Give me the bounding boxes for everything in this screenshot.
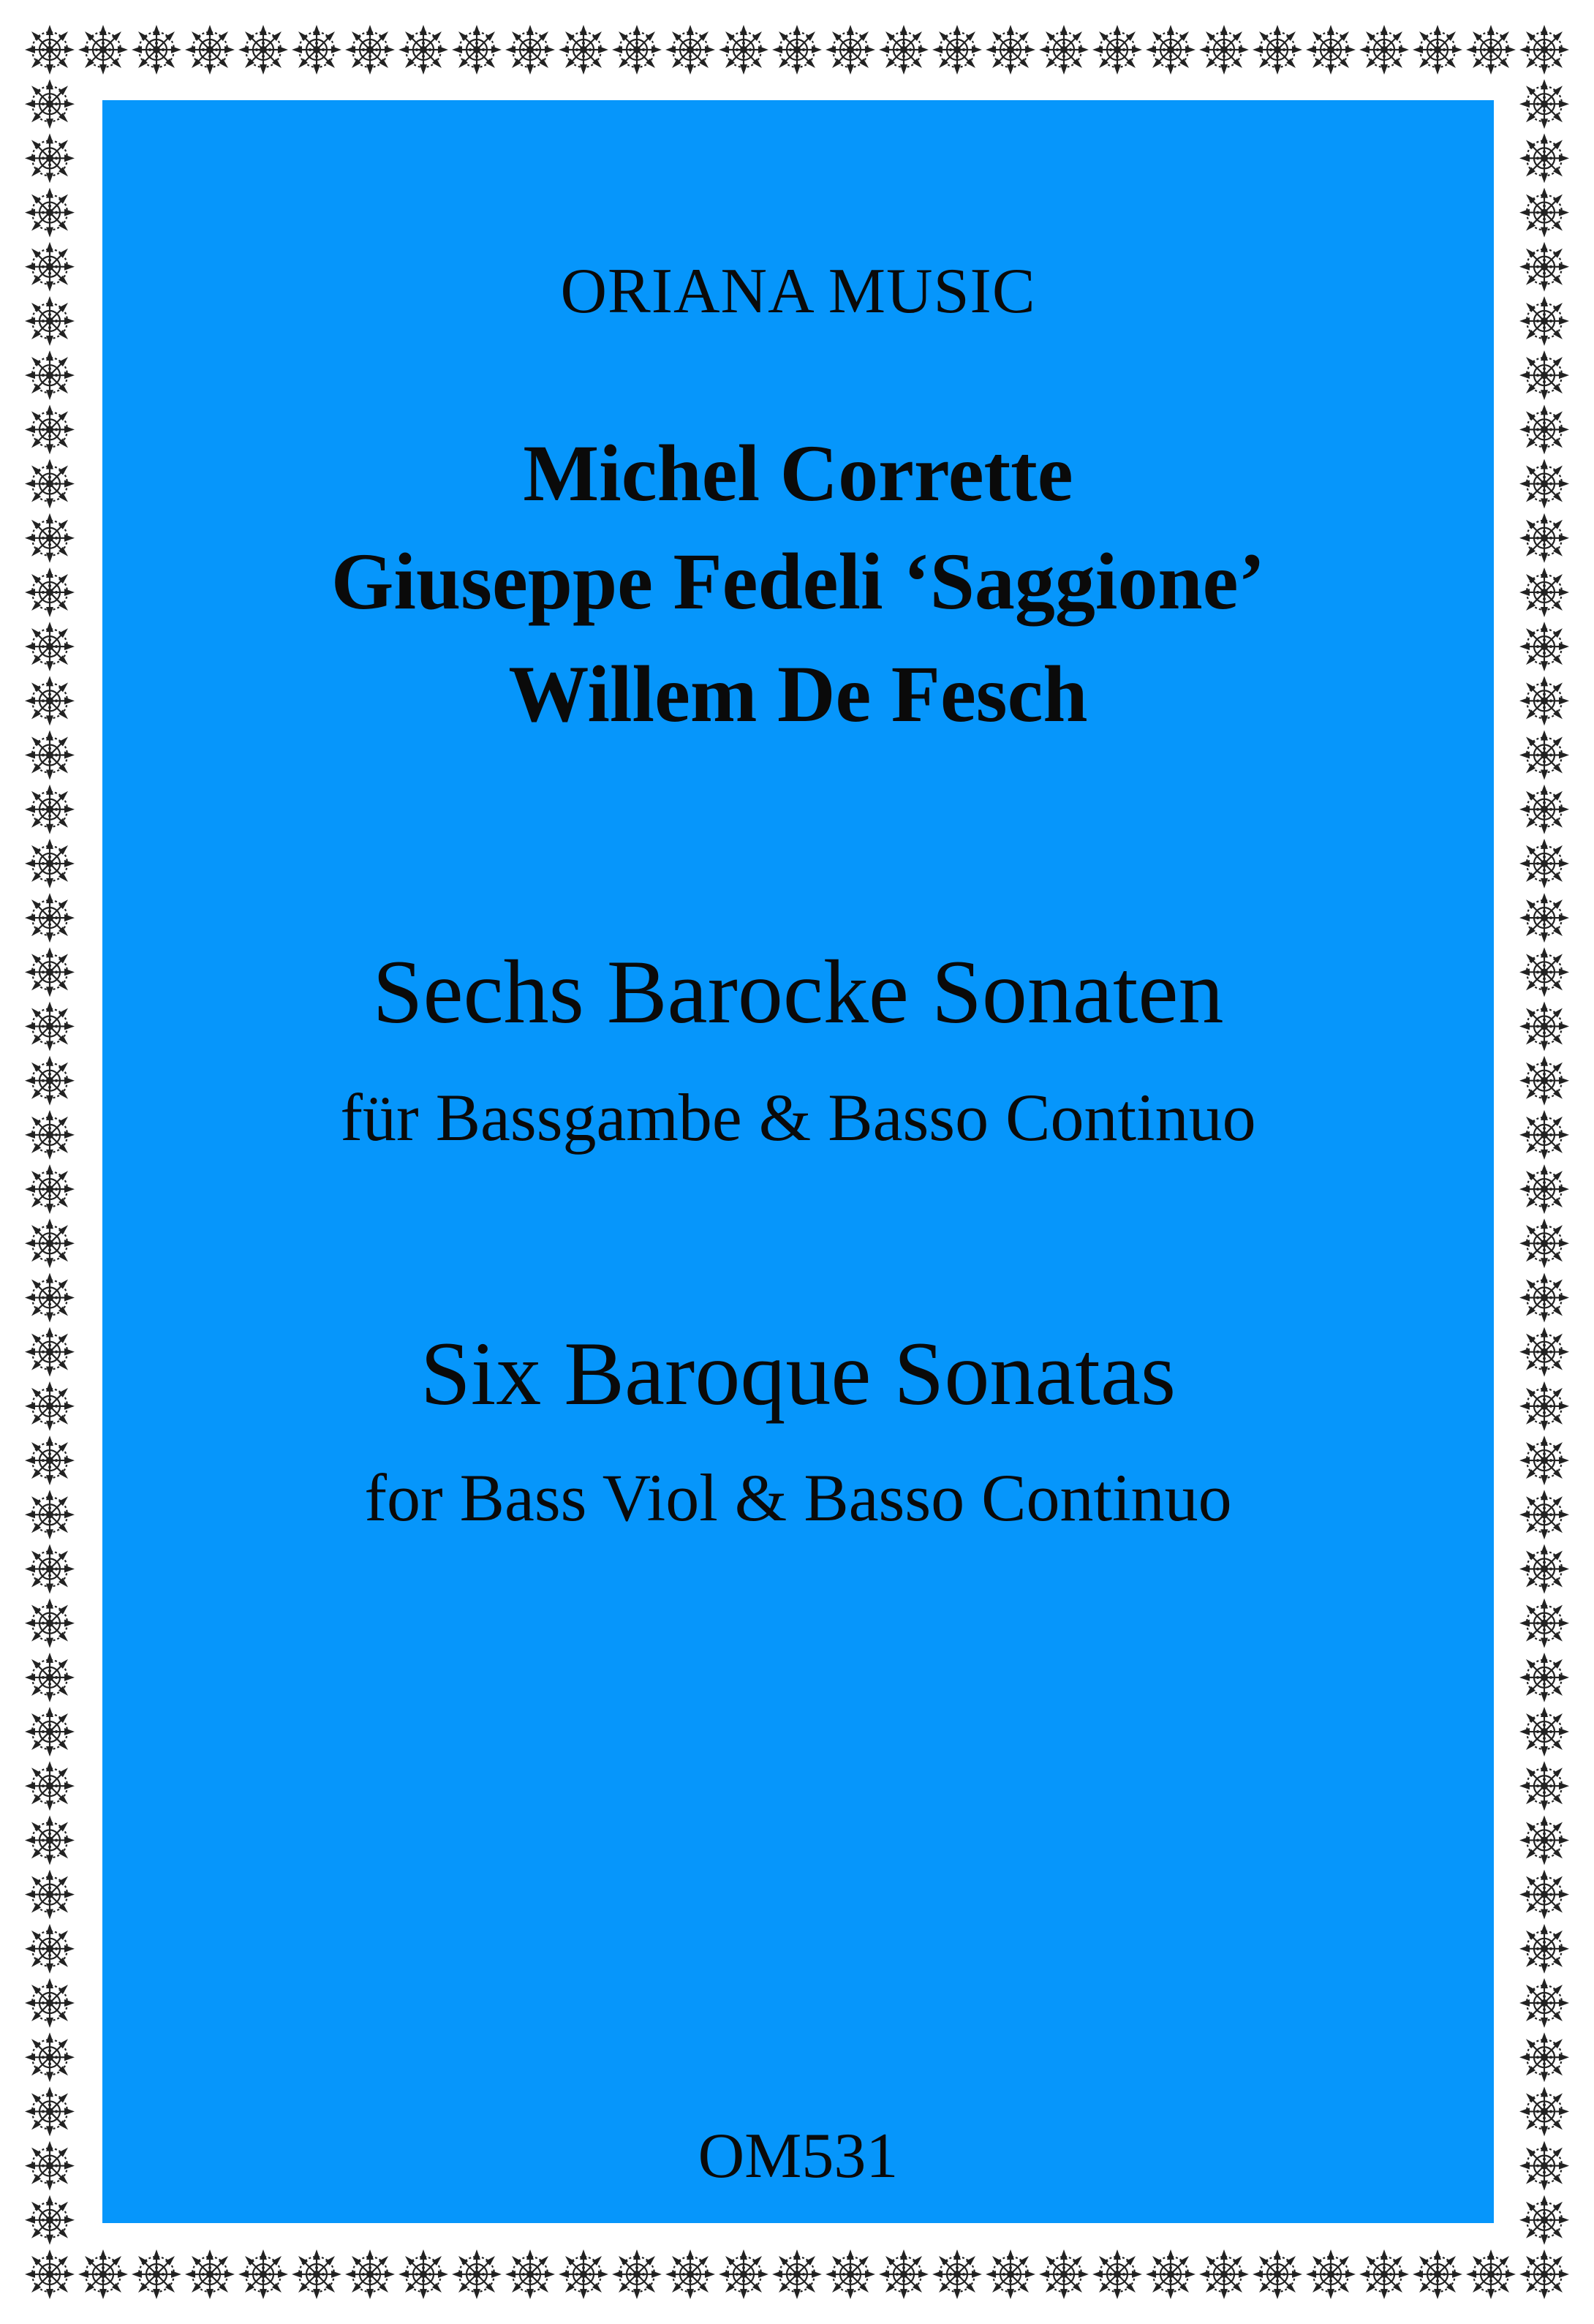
star-ornament-icon xyxy=(25,513,75,563)
star-ornament-icon xyxy=(932,2249,982,2299)
star-ornament-icon xyxy=(25,1924,75,1974)
star-ornament-icon xyxy=(452,25,502,75)
star-ornament-icon xyxy=(826,25,875,75)
star-ornament-icon xyxy=(1519,404,1569,454)
star-ornament-icon xyxy=(1039,25,1089,75)
star-ornament-icon xyxy=(25,1164,75,1214)
star-ornament-icon xyxy=(1253,2249,1302,2299)
star-ornament-icon xyxy=(772,2249,822,2299)
star-ornament-icon xyxy=(1199,25,1249,75)
star-ornament-icon xyxy=(1519,1599,1569,1648)
star-ornament-icon xyxy=(132,2249,181,2299)
star-ornament-icon xyxy=(1466,2249,1516,2299)
star-ornament-icon xyxy=(1519,296,1569,346)
star-ornament-icon xyxy=(1519,1218,1569,1268)
star-ornament-icon xyxy=(25,242,75,292)
star-ornament-icon xyxy=(1519,79,1569,129)
star-ornament-icon xyxy=(25,1707,75,1757)
star-ornament-icon xyxy=(25,2032,75,2082)
star-ornament-icon xyxy=(1519,2249,1569,2299)
star-ornament-icon xyxy=(559,25,608,75)
star-ornament-icon xyxy=(132,25,181,75)
star-ornament-icon xyxy=(505,25,555,75)
star-ornament-icon xyxy=(1519,839,1569,889)
star-ornament-icon xyxy=(1519,2141,1569,2191)
star-ornament-icon xyxy=(1519,2086,1569,2136)
star-ornament-icon xyxy=(1519,1002,1569,1052)
star-ornament-icon xyxy=(25,404,75,454)
star-ornament-icon xyxy=(1519,622,1569,671)
star-ornament-icon xyxy=(1519,947,1569,997)
star-ornament-icon xyxy=(932,25,982,75)
star-ornament-icon xyxy=(25,1056,75,1106)
star-ornament-icon xyxy=(505,2249,555,2299)
star-ornament-icon xyxy=(25,350,75,400)
star-ornament-icon xyxy=(25,1435,75,1485)
star-ornament-icon xyxy=(1519,1870,1569,1920)
star-ornament-icon xyxy=(719,25,768,75)
star-ornament-icon xyxy=(1519,1381,1569,1431)
star-ornament-icon xyxy=(1519,1327,1569,1377)
star-ornament-icon xyxy=(665,2249,715,2299)
star-ornament-icon xyxy=(1519,1110,1569,1160)
star-ornament-icon xyxy=(25,1218,75,1268)
title-english: Six Baroque Sonatas xyxy=(420,1324,1176,1424)
title-german: Sechs Barocke Sonaten xyxy=(372,942,1224,1042)
star-ornament-icon xyxy=(1092,25,1142,75)
star-ornament-icon xyxy=(1146,2249,1196,2299)
star-ornament-icon xyxy=(1519,1490,1569,1539)
star-ornament-icon xyxy=(25,1490,75,1539)
star-ornament-icon xyxy=(25,1381,75,1431)
star-ornament-icon xyxy=(25,1599,75,1648)
star-ornament-icon xyxy=(1519,2195,1569,2245)
star-ornament-icon xyxy=(78,25,128,75)
star-ornament-icon xyxy=(1413,2249,1462,2299)
star-ornament-icon xyxy=(1519,1164,1569,1214)
star-ornament-icon xyxy=(25,947,75,997)
star-ornament-icon xyxy=(1519,350,1569,400)
star-ornament-icon xyxy=(1146,25,1196,75)
star-ornament-icon xyxy=(292,2249,341,2299)
star-ornament-icon xyxy=(772,25,822,75)
star-ornament-icon xyxy=(25,839,75,889)
star-ornament-icon xyxy=(25,567,75,617)
star-ornament-icon xyxy=(238,25,288,75)
star-ornament-icon xyxy=(25,188,75,238)
star-ornament-icon xyxy=(1519,1056,1569,1106)
star-ornament-icon xyxy=(25,25,75,75)
star-ornament-icon xyxy=(1519,25,1569,75)
star-ornament-icon xyxy=(1519,1761,1569,1811)
star-ornament-icon xyxy=(25,2249,75,2299)
star-ornament-icon xyxy=(25,1870,75,1920)
star-ornament-icon xyxy=(25,296,75,346)
star-ornament-icon xyxy=(612,2249,662,2299)
star-ornament-icon xyxy=(25,459,75,509)
star-ornament-icon xyxy=(25,893,75,943)
star-ornament-icon xyxy=(1306,25,1356,75)
star-ornament-icon xyxy=(25,2195,75,2245)
composer-2: Giuseppe Fedeli ‘Saggione’ xyxy=(330,537,1266,626)
star-ornament-icon xyxy=(879,25,929,75)
star-ornament-icon xyxy=(25,1544,75,1593)
star-ornament-icon xyxy=(826,2249,875,2299)
star-ornament-icon xyxy=(1519,1544,1569,1593)
star-ornament-icon xyxy=(25,2141,75,2191)
star-ornament-icon xyxy=(25,1272,75,1322)
star-ornament-icon xyxy=(185,2249,235,2299)
star-ornament-icon xyxy=(1199,2249,1249,2299)
star-ornament-icon xyxy=(345,2249,395,2299)
star-ornament-icon xyxy=(1519,188,1569,238)
star-ornament-icon xyxy=(452,2249,502,2299)
star-ornament-icon xyxy=(879,2249,929,2299)
star-ornament-icon xyxy=(1359,2249,1409,2299)
star-ornament-icon xyxy=(1519,133,1569,183)
star-ornament-icon xyxy=(25,1653,75,1702)
star-ornament-icon xyxy=(1466,25,1516,75)
star-ornament-icon xyxy=(1519,676,1569,725)
star-ornament-icon xyxy=(1519,1272,1569,1322)
star-ornament-icon xyxy=(665,25,715,75)
star-ornament-icon xyxy=(986,2249,1035,2299)
star-ornament-icon xyxy=(719,2249,768,2299)
star-ornament-icon xyxy=(986,25,1035,75)
star-ornament-icon xyxy=(25,1761,75,1811)
star-ornament-icon xyxy=(1519,893,1569,943)
catalog-number: OM531 xyxy=(698,2121,899,2192)
star-ornament-icon xyxy=(1359,25,1409,75)
star-ornament-icon xyxy=(1519,2032,1569,2082)
blue-title-panel xyxy=(102,100,1494,2223)
star-ornament-icon xyxy=(25,676,75,725)
star-ornament-icon xyxy=(1092,2249,1142,2299)
star-ornament-icon xyxy=(185,25,235,75)
star-ornament-icon xyxy=(398,2249,448,2299)
star-ornament-icon xyxy=(25,2086,75,2136)
composer-1: Michel Corrette xyxy=(523,429,1073,518)
star-ornament-icon xyxy=(1519,567,1569,617)
subtitle-english: for Bass Viol & Basso Continuo xyxy=(364,1460,1232,1535)
star-ornament-icon xyxy=(25,133,75,183)
star-ornament-icon xyxy=(1519,459,1569,509)
star-ornament-icon xyxy=(25,785,75,834)
star-ornament-icon xyxy=(25,1002,75,1052)
star-ornament-icon xyxy=(1519,1653,1569,1702)
star-ornament-icon xyxy=(1519,242,1569,292)
star-ornament-icon xyxy=(1519,1435,1569,1485)
subtitle-german: für Bassgambe & Basso Continuo xyxy=(340,1080,1256,1155)
star-ornament-icon xyxy=(1519,731,1569,780)
publisher-name: ORIANA MUSIC xyxy=(560,256,1036,327)
composer-3: Willem De Fesch xyxy=(508,649,1088,739)
star-ornament-icon xyxy=(1519,1707,1569,1757)
star-ornament-icon xyxy=(25,1110,75,1160)
star-ornament-icon xyxy=(1519,1978,1569,2028)
star-ornament-icon xyxy=(25,622,75,671)
star-ornament-icon xyxy=(25,1327,75,1377)
star-ornament-icon xyxy=(612,25,662,75)
star-ornament-icon xyxy=(238,2249,288,2299)
star-ornament-icon xyxy=(1253,25,1302,75)
star-ornament-icon xyxy=(1519,1815,1569,1865)
star-ornament-icon xyxy=(25,79,75,129)
star-ornament-icon xyxy=(1519,513,1569,563)
star-ornament-icon xyxy=(1413,25,1462,75)
star-ornament-icon xyxy=(78,2249,128,2299)
star-ornament-icon xyxy=(25,731,75,780)
star-ornament-icon xyxy=(398,25,448,75)
star-ornament-icon xyxy=(1519,1924,1569,1974)
star-ornament-icon xyxy=(1519,785,1569,834)
star-ornament-icon xyxy=(1039,2249,1089,2299)
star-ornament-icon xyxy=(559,2249,608,2299)
star-ornament-icon xyxy=(25,1815,75,1865)
star-ornament-icon xyxy=(292,25,341,75)
star-ornament-icon xyxy=(25,1978,75,2028)
star-ornament-icon xyxy=(345,25,395,75)
star-ornament-icon xyxy=(1306,2249,1356,2299)
